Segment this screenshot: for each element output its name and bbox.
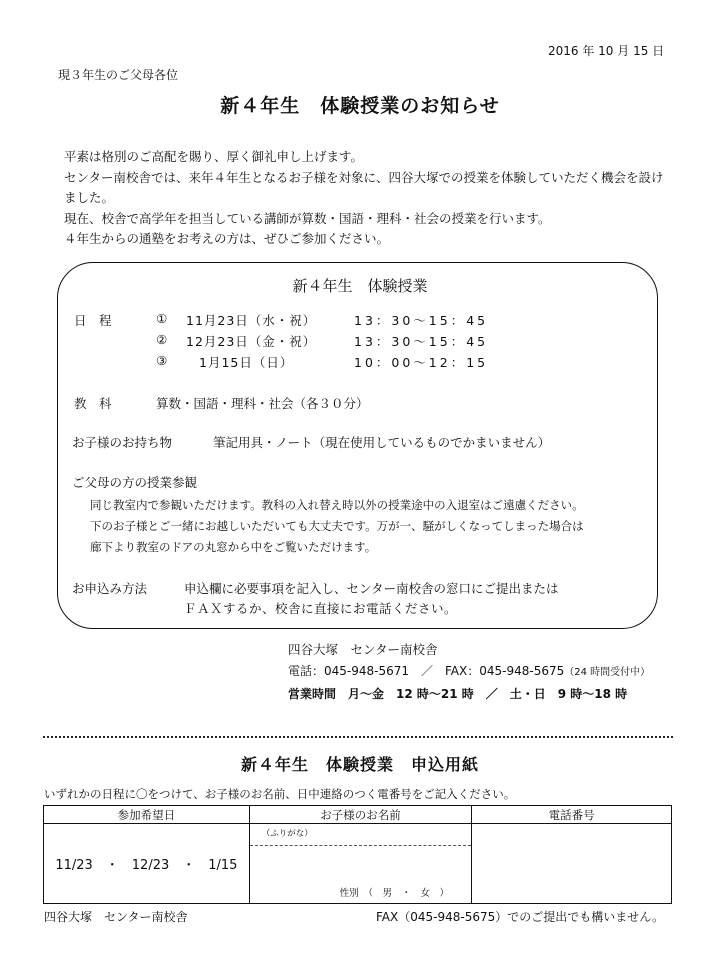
intro-line: 現在、校舎で高学年を担当している講師が算数・国語・理科・社会の授業を行います。 xyxy=(64,210,551,226)
business-hours: 営業時間 月～金 12 時～21 時 ／ 土・日 9 時～18 時 xyxy=(288,687,628,701)
schedule-number: ② xyxy=(156,332,168,347)
items-label: お子様のお持ち物 xyxy=(72,435,173,450)
box-title: 新４年生 体験授業 xyxy=(292,277,428,295)
items-value: 筆記用具・ノート（現在使用しているものでかまいません） xyxy=(213,435,551,450)
dates-options[interactable]: 11/23 ・ 12/23 ・ 1/15 xyxy=(55,858,238,873)
contact-phone-fax xyxy=(288,662,650,679)
form-header-row xyxy=(44,806,672,824)
child-name-cell[interactable] xyxy=(249,824,472,904)
schedule-time: 10：00～12：15 xyxy=(354,355,489,370)
document-date: 2016 年 10 月 15 日 xyxy=(548,44,665,58)
intro-line: 平素は格別のご高配を賜り、厚く御礼申し上げます。 xyxy=(64,149,364,164)
header-phone: 電話番号 xyxy=(472,806,672,824)
footer-fax-note: FAX（045-948-5675）でのご提出でも構いません。 xyxy=(376,910,664,924)
schedule-time: 13：30～15：45 xyxy=(354,313,489,328)
parents-note: 廊下より教室のドアの丸窓から中をご覧いただけます。 xyxy=(90,540,377,554)
footer-school: 四谷大塚 センター南校舎 xyxy=(44,910,188,924)
apply-method-label: お申込み方法 xyxy=(72,581,148,596)
cut-line xyxy=(43,736,673,738)
schedule-day: 11月23日（水・祝） xyxy=(186,313,317,328)
schedule-time: 13：30～15：45 xyxy=(354,334,489,349)
subjects-value: 算数・国語・理科・社会（各３０分） xyxy=(156,396,369,411)
form-title: 新４年生 体験授業 申込用紙 xyxy=(240,755,479,774)
phone-number-cell[interactable] xyxy=(472,824,672,904)
furigana-divider xyxy=(250,845,472,846)
header-dates: 参加希望日 xyxy=(44,806,250,824)
schedule-number: ① xyxy=(156,311,168,326)
salutation: 現３年生のご父母各位 xyxy=(58,68,179,82)
form-entry-row xyxy=(44,824,672,904)
parents-note: 同じ教室内で参観いただけます。教科の入れ替え時以外の授業途中の入退室はご遠慮ください。 xyxy=(90,498,584,512)
gender-choice[interactable]: 性別 （ 男 ・ 女 ） xyxy=(339,888,450,899)
furigana-label: （ふりがな） xyxy=(261,829,313,839)
apply-method-text: ＦＡＸするか、校舎に直接にお電話ください。 xyxy=(184,601,458,616)
header-child-name: お子様のお名前 xyxy=(249,806,472,824)
document-title: 新４年生 体験授業のお知らせ xyxy=(220,95,500,117)
form-instruction: いずれかの日程に〇をつけて、お子様のお名前、日中連絡のつく電番号をご記入ください。 xyxy=(44,787,516,801)
intro-line: ４年生からの通塾をお考えの方は、ぜひご参加ください。 xyxy=(64,231,390,246)
school-name: 四谷大塚 センター南校舎 xyxy=(288,642,438,657)
parents-observation-label: ご父母の方の授業参観 xyxy=(72,475,198,490)
application-form-table xyxy=(43,805,672,904)
apply-method-text: 申込欄に必要事項を記入し、センター南校舎の窓口にご提出または xyxy=(184,581,559,596)
subjects-label: 教 科 xyxy=(74,396,112,411)
phone-fax-text: 電話：045-948-5671 ／ FAX：045-948-5675 xyxy=(288,664,565,678)
intro-line: センター南校舎では、来年４年生となるお子様を対象に、四谷大塚での授業を体験していただく機会を設けました。 xyxy=(64,169,664,205)
schedule-day: 1月15日（日） xyxy=(199,355,294,370)
schedule-label: 日 程 xyxy=(74,313,112,328)
parents-note: 下のお子様とご一緒にお越しいただいても大丈夫です。万が一、騒がしくなってしまった場合は xyxy=(90,519,584,533)
schedule-day: 12月23日（金・祝） xyxy=(186,334,317,349)
schedule-number: ③ xyxy=(156,353,168,368)
dates-choice-cell[interactable] xyxy=(44,824,250,904)
intro-text xyxy=(64,147,664,250)
fax-note: （24 時間受付中） xyxy=(564,667,651,678)
